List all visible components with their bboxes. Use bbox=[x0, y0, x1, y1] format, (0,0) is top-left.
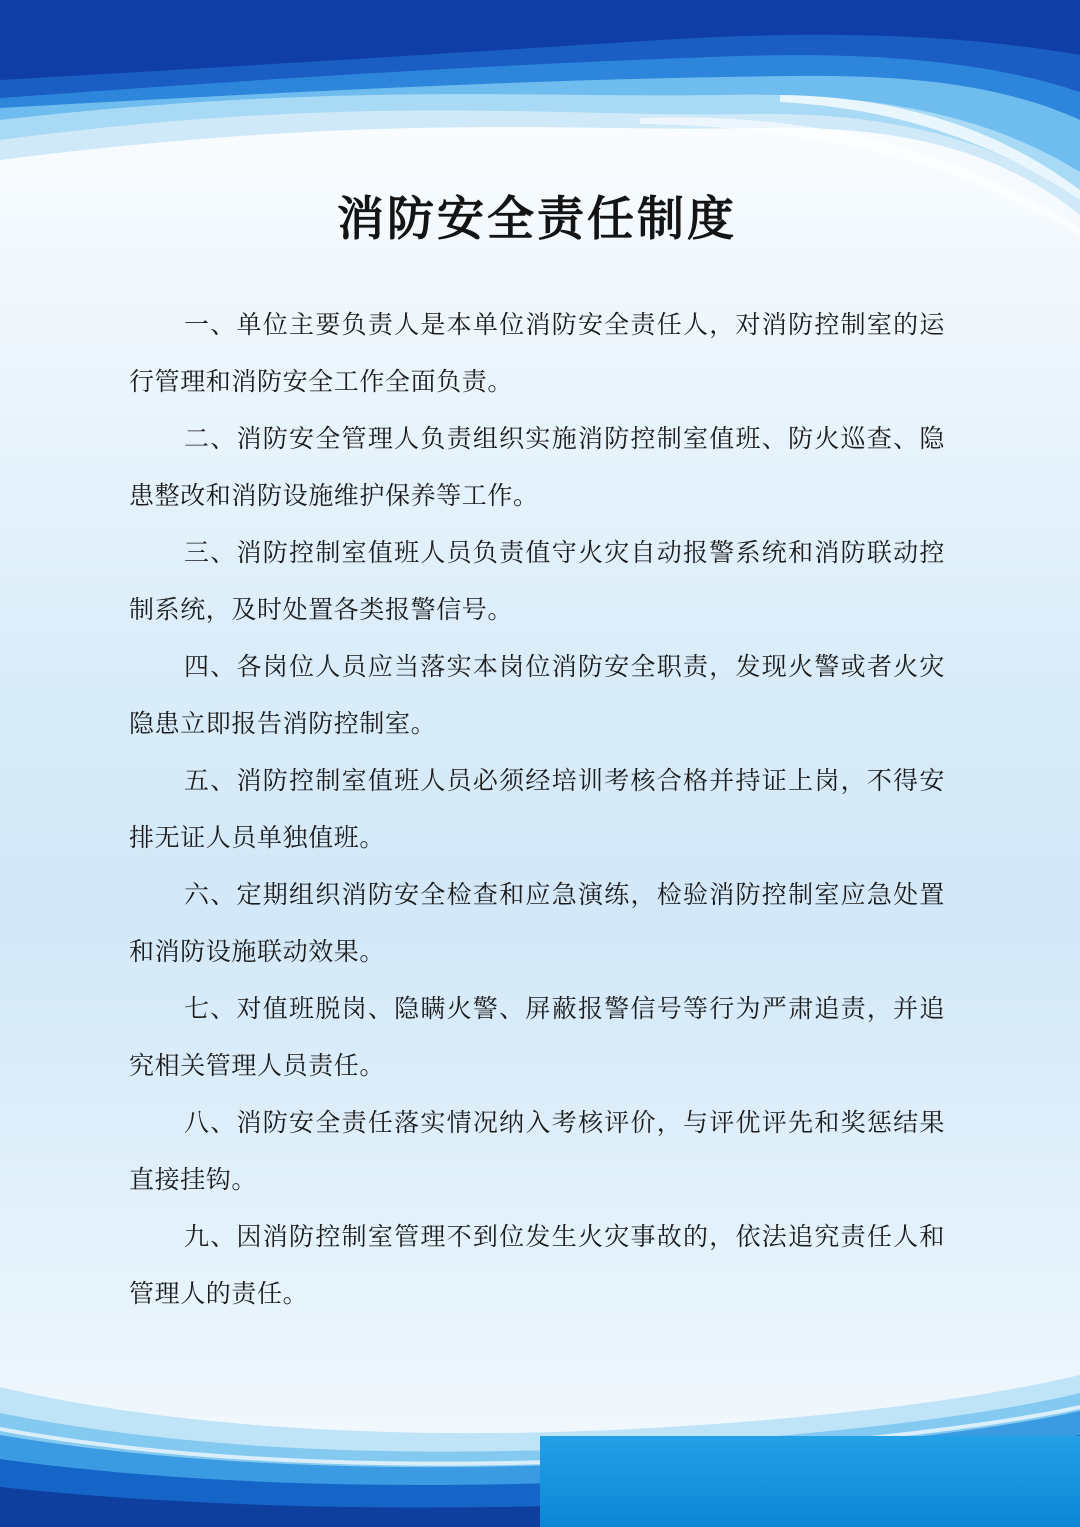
page-title: 消防安全责任制度 bbox=[337, 192, 737, 247]
clause-9: 九、因消防控制室管理不到位发生火灾事故的，依法追究责任人和管理人的责任。 bbox=[129, 1222, 945, 1308]
clause-7: 七、对值班脱岗、隐瞒火警、屏蔽报警信号等行为严肃追责，并追究相关管理人员责任。 bbox=[129, 994, 945, 1080]
clause-2: 二、消防安全管理人负责组织实施消防控制室值班、防火巡查、隐患整改和消防设施维护保养等工作。 bbox=[129, 424, 945, 510]
clause-5: 五、消防控制室值班人员必须经培训考核合格并持证上岗，不得安排无证人员单独值班。 bbox=[129, 766, 945, 852]
document-body bbox=[129, 160, 945, 1322]
clause-4: 四、各岗位人员应当落实本岗位消防安全职责，发现火警或者火灾隐患立即报告消防控制室。 bbox=[129, 652, 945, 738]
clause-list bbox=[129, 296, 945, 1322]
clause-3: 三、消防控制室值班人员负责值守火灾自动报警系统和消防联动控制系统，及时处置各类报警信号。 bbox=[129, 538, 945, 624]
clause-1: 一、单位主要负责人是本单位消防安全责任人，对消防控制室的运行管理和消防安全工作全面负责。 bbox=[129, 310, 945, 396]
clause-6: 六、定期组织消防安全检查和应急演练，检验消防控制室应急处置和消防设施联动效果。 bbox=[129, 880, 945, 966]
clause-8: 八、消防安全责任落实情况纳入考核评价，与评优评先和奖惩结果直接挂钩。 bbox=[129, 1108, 945, 1194]
corner-color-patch bbox=[540, 1436, 1080, 1527]
